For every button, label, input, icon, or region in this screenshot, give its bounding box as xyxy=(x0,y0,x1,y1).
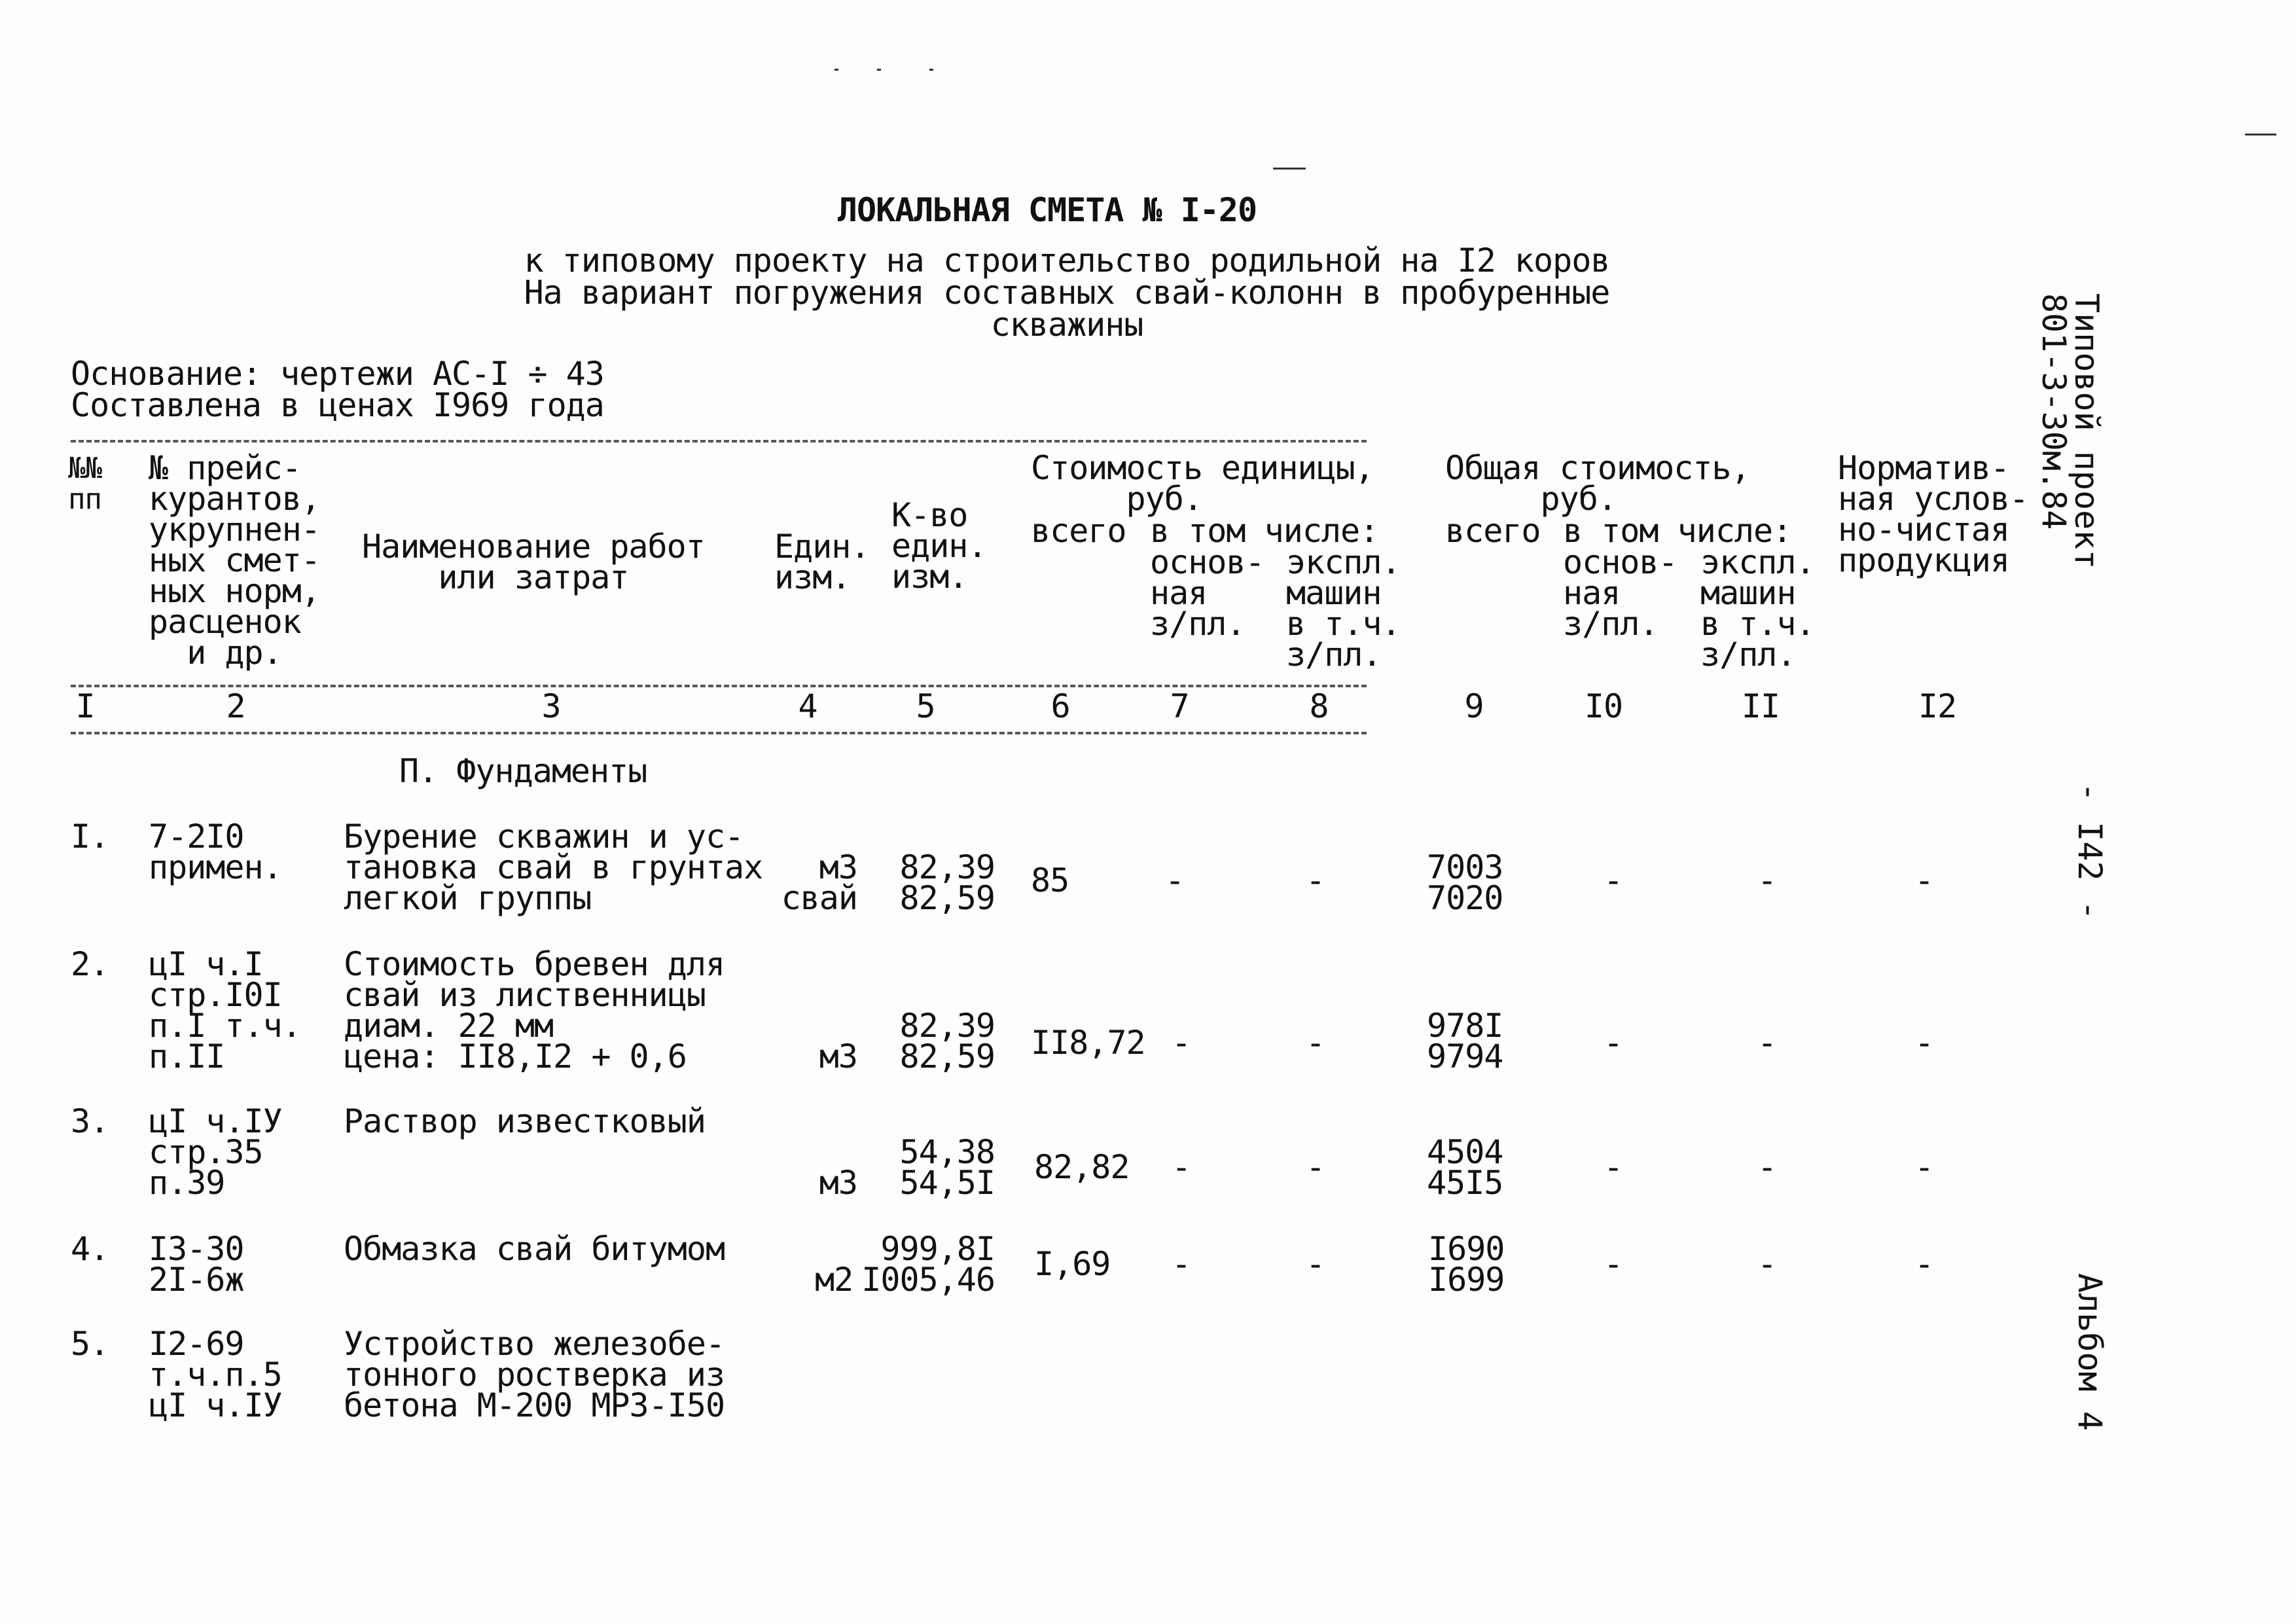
row-1-unit-total: 85 xyxy=(1031,861,1069,899)
header-col-2: № прейс- курантов, укрупнен- ных смет- ных норм, расценок и др. xyxy=(149,449,320,672)
row-2-no: 2. xyxy=(71,945,109,983)
row-1-qty: 82,39 82,59 xyxy=(899,848,995,917)
row-4-col-7: - xyxy=(1172,1245,1191,1283)
basis-prices: Составлена в ценах I969 года xyxy=(71,386,604,424)
row-3-ref: цI ч.IУ стр.35 п.39 xyxy=(149,1102,282,1202)
row-3-name: Раствор известковый xyxy=(344,1102,706,1140)
row-5-ref: I2-69 т.ч.п.5 цI ч.IУ xyxy=(149,1325,282,1424)
row-2-total: 978I 9794 xyxy=(1427,1007,1503,1075)
row-4-col-12: - xyxy=(1914,1245,1934,1283)
side-project-number: Типовой проект 801-3-30м.84 xyxy=(2035,293,2106,569)
row-2-ref: цI ч.I стр.I0I п.I т.ч. п.II xyxy=(149,945,301,1075)
colnum-10: I0 xyxy=(1584,687,1623,725)
scan-mark xyxy=(929,69,933,71)
row-3-no: 3. xyxy=(71,1102,109,1140)
colnum-7: 7 xyxy=(1170,687,1189,725)
colnum-2: 2 xyxy=(226,687,245,725)
row-2-col-8: - xyxy=(1306,1024,1325,1062)
row-3-col-7: - xyxy=(1172,1148,1191,1186)
scan-mark xyxy=(1273,168,1306,170)
header-col-7: основ- ная з/пл. xyxy=(1150,543,1265,643)
row-2-col-10: - xyxy=(1604,1024,1623,1062)
doc-subtitle-line-2: На вариант погружения составных свай-колонн в пробуренные xyxy=(524,274,1610,312)
scan-mark xyxy=(877,69,881,71)
row-1-total: 7003 7020 xyxy=(1427,848,1503,917)
row-1-col-7: - xyxy=(1165,861,1185,899)
colnum-9: 9 xyxy=(1464,687,1484,725)
header-unit-cost: Стоимость единицы, руб. xyxy=(1031,449,1374,518)
colnum-12: I2 xyxy=(1918,687,1957,725)
row-3-col-10: - xyxy=(1604,1148,1623,1186)
header-col-9: всего xyxy=(1445,512,1541,550)
row-4-name: Обмазка свай битумом xyxy=(344,1230,725,1268)
header-col-5: К-во един. изм. xyxy=(891,496,987,596)
section-heading: П. Фундаменты xyxy=(399,752,647,790)
row-4-col-8: - xyxy=(1306,1245,1325,1283)
row-1-col-11: - xyxy=(1757,861,1777,899)
row-1-name: Бурение скважин и ус- тановка свай в грунтах легкой группы xyxy=(344,818,763,917)
row-3-unit: м3 xyxy=(819,1164,857,1202)
row-5-name: Устройство железобе- тонного ростверка из бетона М-200 МРЗ-I50 xyxy=(344,1325,725,1424)
colnum-1: I xyxy=(75,687,95,725)
header-unit-incl: в том числе: xyxy=(1150,512,1379,550)
header-col-3: Наименование работ или затрат xyxy=(362,528,705,596)
row-3-col-8: - xyxy=(1306,1148,1325,1186)
row-2-unit: м3 xyxy=(819,1038,857,1075)
row-4-no: 4. xyxy=(71,1230,109,1268)
scan-mark xyxy=(2245,134,2276,135)
colnum-3: 3 xyxy=(541,687,561,725)
header-col-6: всего xyxy=(1031,512,1126,550)
row-2-qty: 82,39 82,59 xyxy=(899,1007,995,1075)
row-3-qty: 54,38 54,5I xyxy=(899,1133,995,1202)
row-4-qty: 999,8I I005,46 xyxy=(861,1230,995,1299)
colnum-5: 5 xyxy=(916,687,935,725)
row-4-total: I690 I699 xyxy=(1428,1230,1505,1299)
row-2-unit-total: II8,72 xyxy=(1031,1024,1145,1062)
row-1-unit: м3 свай xyxy=(781,848,857,917)
header-total-cost: Общая стоимость, руб. xyxy=(1445,449,1750,518)
row-4-unit-total: I,69 xyxy=(1034,1245,1111,1283)
header-col-10: основ- ная з/пл. xyxy=(1563,543,1677,643)
header-col-11: экспл. машин в т.ч. з/пл. xyxy=(1700,543,1815,674)
header-col-12: Норматив- ная услов- но-чистая продукция xyxy=(1838,449,2029,579)
row-3-col-11: - xyxy=(1757,1148,1777,1186)
doc-title: ЛОКАЛЬНАЯ СМЕТА № I-20 xyxy=(837,191,1257,229)
row-1-col-12: - xyxy=(1914,861,1934,899)
colnum-8: 8 xyxy=(1309,687,1329,725)
scan-mark xyxy=(834,69,838,71)
row-5-no: 5. xyxy=(71,1325,109,1363)
row-3-col-12: - xyxy=(1914,1148,1934,1186)
row-3-unit-total: 82,82 xyxy=(1034,1148,1130,1186)
colnum-11: II xyxy=(1741,687,1780,725)
colnum-4: 4 xyxy=(798,687,817,725)
header-col-4: Един. изм. xyxy=(774,528,870,596)
row-1-col-10: - xyxy=(1604,861,1623,899)
row-3-total: 4504 45I5 xyxy=(1427,1133,1503,1202)
doc-subtitle-line-1: к типовому проекту на строительство родильной на I2 коров xyxy=(524,242,1610,280)
row-1-col-8: - xyxy=(1306,861,1325,899)
row-1-ref: 7-2I0 примен. xyxy=(149,818,282,886)
header-total-incl: в том числе: xyxy=(1563,512,1792,550)
row-1-no: I. xyxy=(71,818,109,856)
header-top-rule xyxy=(71,440,1367,442)
row-4-col-11: - xyxy=(1757,1245,1777,1283)
header-col-1: №№ пп xyxy=(68,452,101,516)
doc-subtitle-line-3: скважины xyxy=(990,306,1143,344)
row-4-ref: I3-30 2I-6ж xyxy=(149,1230,244,1299)
row-2-col-12: - xyxy=(1914,1024,1934,1062)
header-bottom-rule xyxy=(71,732,1367,734)
side-album: Альбом 4 xyxy=(2071,1273,2109,1431)
header-col-8: экспл. машин в т.ч. з/пл. xyxy=(1286,543,1401,674)
colnum-6: 6 xyxy=(1050,687,1070,725)
side-page-number: - I42 - xyxy=(2071,782,2109,920)
row-2-name: Стоимость бревен для свай из лиственницы диам. 22 мм цена: II8,I2 + 0,6 xyxy=(344,945,725,1075)
row-4-unit: м2 xyxy=(815,1261,853,1299)
row-4-col-10: - xyxy=(1604,1245,1623,1283)
row-2-col-7: - xyxy=(1172,1024,1191,1062)
row-2-col-11: - xyxy=(1757,1024,1777,1062)
basis-drawings: Основание: чертежи АС-I ÷ 43 xyxy=(71,355,604,393)
